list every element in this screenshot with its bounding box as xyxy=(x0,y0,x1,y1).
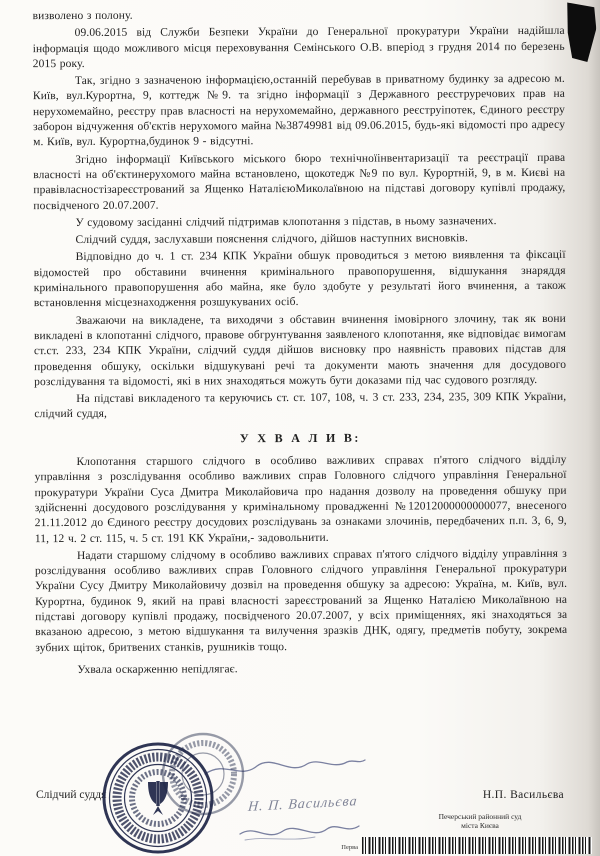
paragraph: 09.06.2015 від Служби Безпеки України до Генеральної прокуратури України надійшла інформація щодо можливого місця переховування Семінського О.В. вперіод з грудня 2014 по березень 2015 року. xyxy=(32,25,565,71)
paragraph: Відповідно до ч. 1 ст. 234 КПК України обшук проводиться з метою виявлення та фіксації відомостей про обставини вчинення кримінального правопорушення, відшукання знаряддя кримінального правопорушення або майна, яке було здобуте у результаті його вчинення, а також встановлення місцезнаходження розшукуваних осіб. xyxy=(33,249,566,310)
paragraph: Слідчий суддя, заслухавши пояснення слідчого, дійшов наступних висновків. xyxy=(75,232,468,247)
resolution-heading: У Х В А Л И В: xyxy=(239,430,361,445)
court-name-label xyxy=(415,812,545,832)
document-body xyxy=(33,7,568,680)
judge-name: Н.П. Васильєва xyxy=(482,789,564,801)
paragraph: Зважаючи на викладене, та виходячи з обставин вчинення імовірного злочину, так як вони викладені в клопотанні слідчого, правове обгрунтування заявленого клопотання, яке відповідає вимогам ст.ст. 233, 234 КПК України, слідчий суддя дійшов висновку про наявність правових підстав для проведення обшуку, оскільки відшукувані речі та документи мають значення для досудового розслідування та відомості, які в них знаходяться можуть бути доказами під час судового розгляду. xyxy=(33,312,567,388)
paragraph: Згідно інформації Київського міського бюро технічноїінвентаризації та реєстрації права власності на об'єктинерухомого майна встановлено, щокотедж №9 по вул. Курортній, 9, в м. Києві на правівласностізареєстрований за Ященко НаталієюМиколаївною на підставі договору купівлі продажу, посвідченого 20.07.2007. xyxy=(33,151,566,212)
barcode xyxy=(362,837,592,854)
trident-emblem-icon xyxy=(148,781,168,815)
judge-role-label: Слідчий суддя xyxy=(36,789,107,801)
handwritten-signature-name: Н. П. Васильєва xyxy=(247,794,359,815)
paragraph: На підставі викладеного та керуючись ст. ст. 107, 108, ч. 3 ст. 233, 234, 235, 309 КПК України, слідчий суддя, xyxy=(34,390,567,421)
continuation-line: визволено з полону. xyxy=(32,9,133,23)
barcode-label: Перва xyxy=(341,844,358,851)
final-note: Ухвала оскарженню непідлягає. xyxy=(77,663,238,676)
resolution-paragraph: Клопотання старшого слідчого в особливо важливих справах п'ятого слідчого відділу управління з розслідування особливо важливих справ Головного слідчого управління Генеральної прокуратури України Суса Дмитра Миколайовича про надання дозволу на проведення обшуку при здійсненні досудового розслідування у кримінальному провадженні №12012000000000077, внесеного 21.11.2012 до Єдиного реєстру досудових розслідувань за ознаками злочинів, передбачених п.п. 3, 6, 9, 11, 12 ч. 2 ст. 115, ч. 5 ст. 191 КК України,- задовольнити. xyxy=(34,453,567,545)
court-seal-stamp xyxy=(68,726,278,856)
resolution-paragraph: Надати старшому слідчому в особливо важливих справах п'ятого слідчого відділу управління з розслідування особливо важливих справ Головного слідчого управління Генеральної прокуратури України Сусу Дмитру Миколайовичу дозвіл на проведення обшуку за адресою: Україна, м. Київ, вул. Курортна, будинок 9, який на праві власності зареєстрований за Ященко Наталією Миколаївною на підставі договору купівлі продажу, посвідченого 20.07.2007, у всіх приміщеннях, які знаходяться за вказаною адресою, з метою відшукання та вилучення зразків ДНК, одягу, предметів побуту, зокрема зубних щіток, бритвених станків, рушників тощо. xyxy=(34,547,568,654)
paragraph: Так, згідно з зазначеною інформацією,останній перебував в приватному будинку за адресою м. Київ, вул.Курортна, 9, коттедж №9. та згідно інформації з Державного реєструречових прав на нерухомемайно, реєстру прав власності на нерухомемайно, державного реєструіпотек, Єдиного реєстру заборон відчуження об'єктів нерухомого майна №38749981 від 09.06.2015, будь-які відомості про адресу м. Київ, вул. Курортна,будинок 9 - відсутні. xyxy=(32,73,566,149)
court-name-line2: міста Києва xyxy=(461,821,499,831)
paragraph: У судовому засіданні слідчий підтримав клопотання з підстав, в ньому зазначених. xyxy=(75,215,497,229)
court-name-line1: Печерський районний суд xyxy=(438,811,522,821)
